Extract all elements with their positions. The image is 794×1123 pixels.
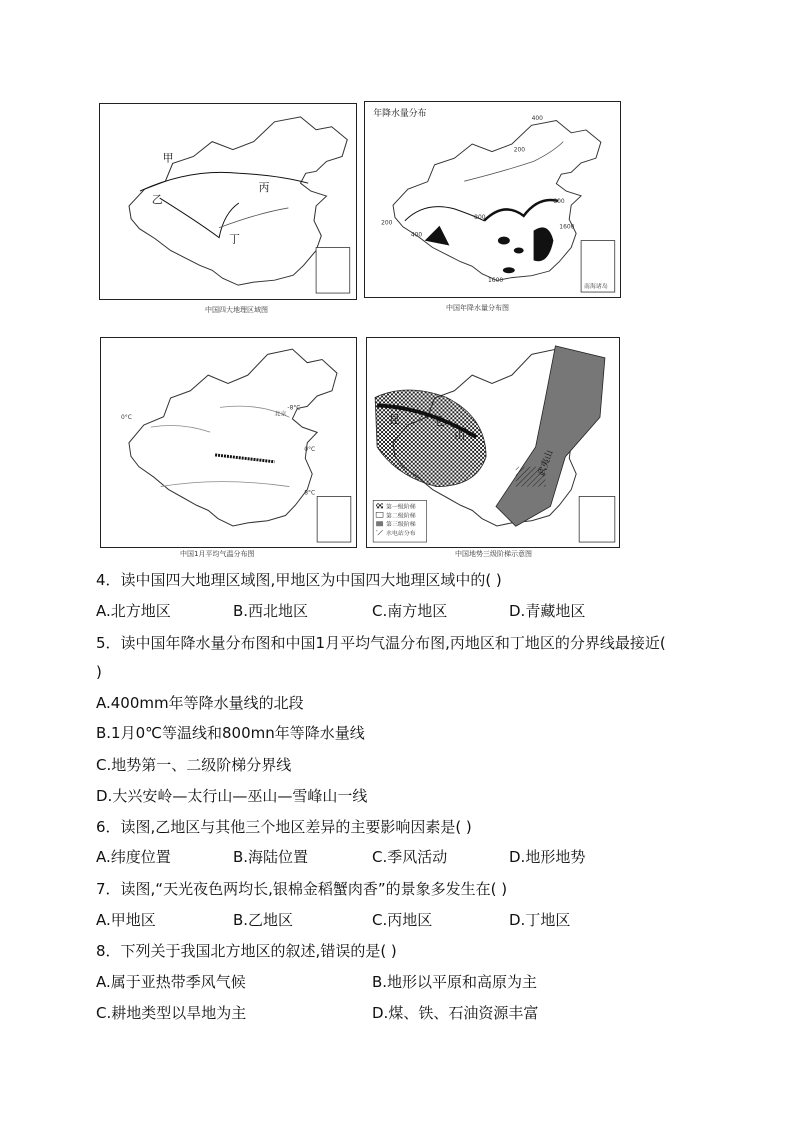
isoline-200-west: 200 xyxy=(381,219,393,227)
question-5-stem: 5．读中国年降水量分布图和中国1月平均气温分布图,丙地区和丁地区的分界线最接近( xyxy=(96,634,666,652)
question-6-stem: 6．读图,乙地区与其他三个地区差异的主要影响因素是( ) xyxy=(96,818,472,836)
terrain-legend xyxy=(373,500,426,542)
region-yi-label: 乙 xyxy=(151,192,163,206)
beijing-label: 北京 xyxy=(274,410,287,418)
isotherm-0-east: 0°C xyxy=(304,445,316,453)
map1-caption: 中国四大地理区域图 xyxy=(205,306,268,314)
isoline-800-east: 800 xyxy=(553,197,565,205)
legend-hydro: 水电站分布 xyxy=(386,530,416,538)
isotherm-8: 8°C xyxy=(304,489,316,497)
region-jia-label: 甲 xyxy=(162,151,174,165)
kunlun-char-2: 仑 xyxy=(434,415,446,429)
q8-option-c[interactable]: C.耕地类型以旱地为主 xyxy=(96,1004,247,1022)
south-sea-inset xyxy=(317,496,351,542)
q5-option-d[interactable]: D.大兴安岭—太行山—巫山—雪峰山一线 xyxy=(96,787,368,805)
isoline-400-west: 400 xyxy=(410,231,423,239)
isoline-200-north: 200 xyxy=(513,146,526,154)
q4-option-b[interactable]: B.西北地区 xyxy=(233,602,309,620)
q5-option-b[interactable]: B.1月0℃等温线和800mn年等降水量线 xyxy=(96,724,365,742)
q5-option-c[interactable]: C.地势第一、二级阶梯分界线 xyxy=(96,756,292,774)
isoline-800-center: 800 xyxy=(474,213,486,221)
isotherm-0-west: 0°C xyxy=(121,414,132,422)
question-8-stem: 8．下列关于我国北方地区的叙述,错误的是( ) xyxy=(96,942,397,960)
precip-map-title: 年降水量分布 xyxy=(373,108,427,119)
q4-option-a[interactable]: A.北方地区 xyxy=(96,602,171,620)
question-7-stem: 7．读图,“天光夜色两均长,银棉金稻蟹肉香”的景象多发生在( ) xyxy=(96,880,508,898)
isoline-1600-south: 1600 xyxy=(488,277,504,285)
q7-option-c[interactable]: C.丙地区 xyxy=(372,911,433,929)
q8-option-b[interactable]: B.地形以平原和高原为主 xyxy=(372,973,538,991)
q7-option-b[interactable]: B.乙地区 xyxy=(233,911,294,929)
kunlun-char-1: 昆 xyxy=(388,413,400,427)
map-four-regions xyxy=(99,103,357,300)
inset-label: 南海诸岛 xyxy=(584,283,608,291)
q6-option-c[interactable]: C.季风活动 xyxy=(372,848,448,866)
question-5-stem-cont: ) xyxy=(96,663,102,681)
q8-option-d[interactable]: D.煤、铁、石油资源丰富 xyxy=(372,1004,539,1022)
isotherm-minus8: -8°C xyxy=(287,404,301,412)
q4-option-d[interactable]: D.青藏地区 xyxy=(509,602,586,620)
q7-option-d[interactable]: D.丁地区 xyxy=(509,911,571,929)
four-regions-svg xyxy=(100,104,356,299)
legend-step2: 第二级阶梯 xyxy=(386,512,416,520)
q6-option-a[interactable]: A.纬度位置 xyxy=(96,848,171,866)
terrain-svg xyxy=(367,338,619,547)
legend-step3: 第三级阶梯 xyxy=(386,521,416,529)
isoline-1600-east: 1600 xyxy=(559,223,575,231)
q8-option-a[interactable]: A.属于亚热带季风气候 xyxy=(96,973,246,991)
q7-option-a[interactable]: A.甲地区 xyxy=(96,911,156,929)
south-sea-inset xyxy=(579,496,615,542)
temperature-svg xyxy=(101,338,356,547)
q5-option-a[interactable]: A.400mm年等降水量线的北段 xyxy=(96,694,304,712)
map-terrain-steps xyxy=(366,337,620,548)
wuyi-label: 武夷山 xyxy=(536,449,556,478)
map4-caption: 中国地势三级阶梯示意图 xyxy=(455,550,532,558)
region-ding-label: 丁 xyxy=(228,232,240,246)
legend-step1: 第一级阶梯 xyxy=(386,503,416,511)
map-jan-temperature xyxy=(100,337,357,548)
kunlun-char-3: 山 xyxy=(454,429,466,443)
q6-option-b[interactable]: B.海陆位置 xyxy=(233,848,309,866)
q4-option-c[interactable]: C.南方地区 xyxy=(372,602,448,620)
map3-caption: 中国1月平均气温分布图 xyxy=(180,550,255,558)
south-sea-inset xyxy=(316,248,350,294)
q6-option-d[interactable]: D.地形地势 xyxy=(509,848,586,866)
precipitation-svg xyxy=(365,102,620,297)
map-precipitation xyxy=(364,101,621,298)
question-4-stem: 4．读中国四大地理区域图,甲地区为中国四大地理区域中的( ) xyxy=(96,571,502,589)
map2-caption: 中国年降水量分布图 xyxy=(446,304,509,312)
isoline-400-north: 400 xyxy=(531,114,543,122)
region-bing-label: 丙 xyxy=(258,181,270,195)
